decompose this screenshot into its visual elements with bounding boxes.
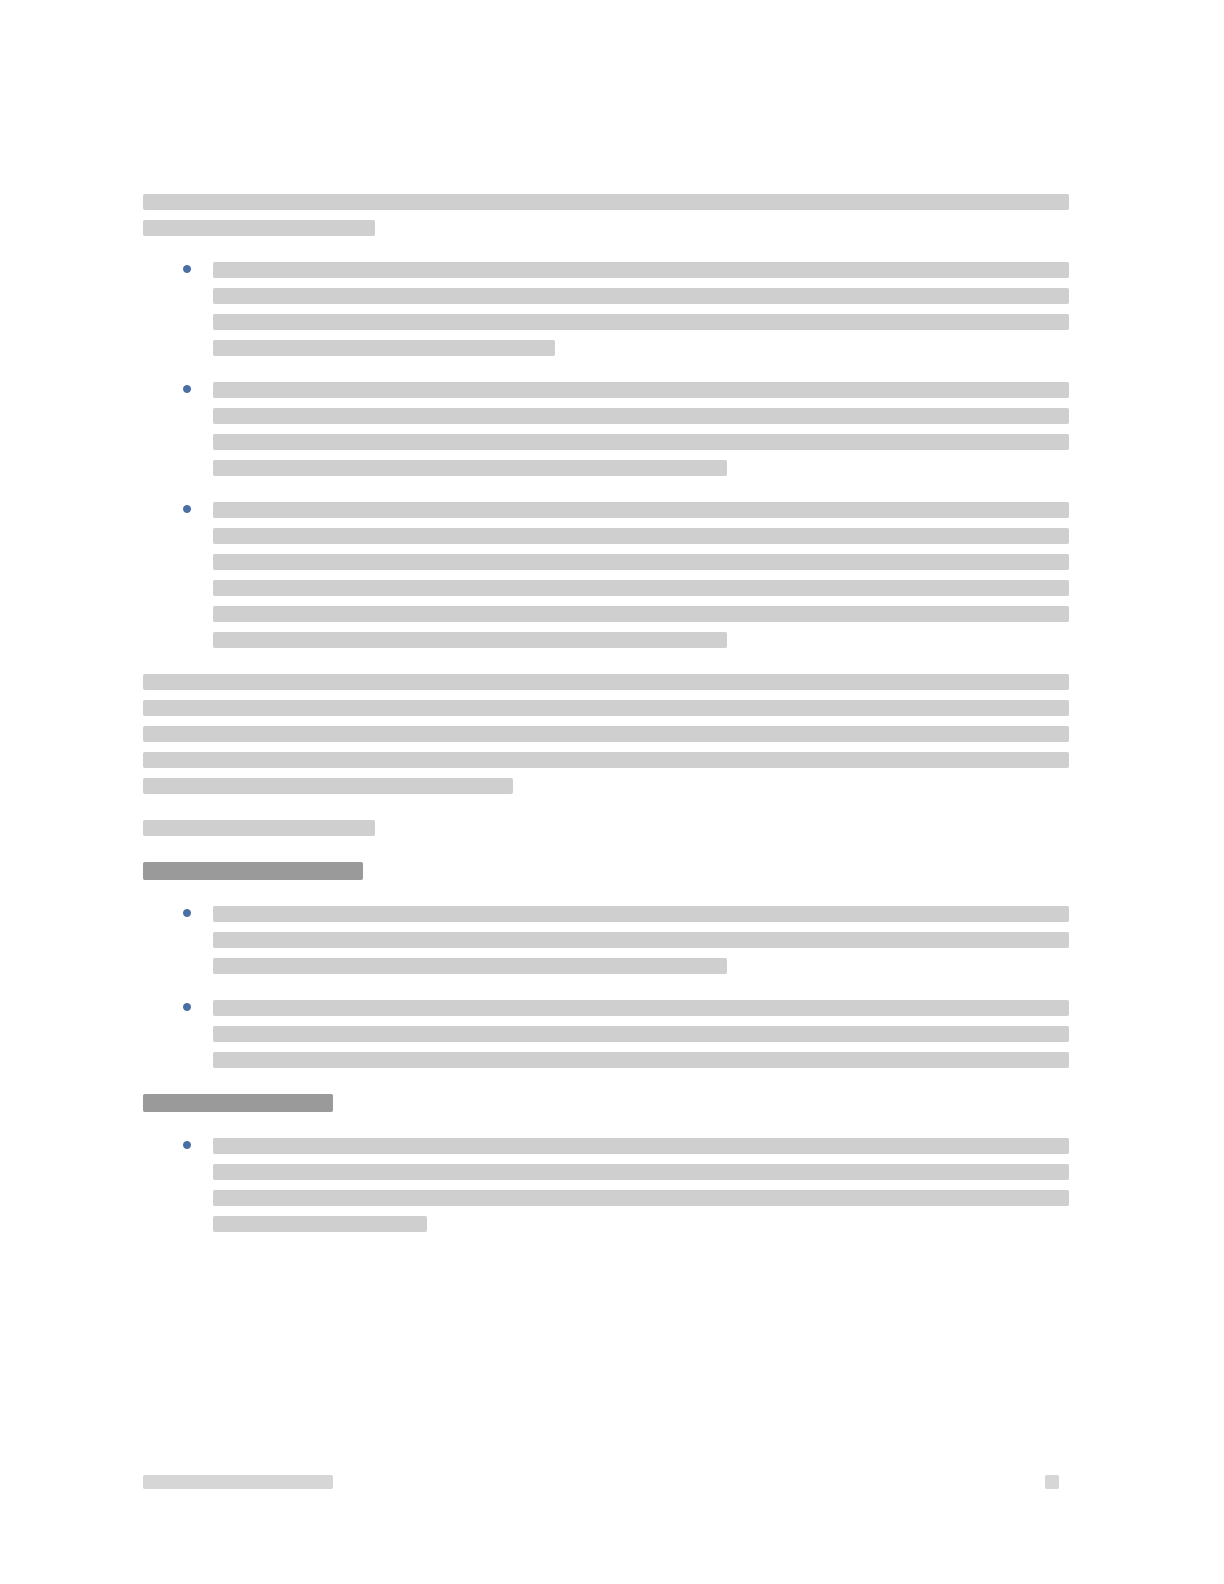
footer-text	[143, 1475, 333, 1489]
list-item	[183, 1000, 1069, 1068]
page-number	[1045, 1475, 1059, 1489]
document-body	[143, 140, 1069, 1258]
bullet-icon	[183, 385, 191, 393]
group-activities-list	[183, 1138, 1069, 1232]
section-heading	[143, 140, 1069, 180]
bullet-icon	[183, 265, 191, 273]
list-item	[183, 906, 1069, 974]
bullet-icon	[183, 909, 191, 917]
individual-activities-list	[183, 906, 1069, 1068]
intro-paragraph	[143, 194, 1069, 236]
bullet-icon	[183, 1003, 191, 1011]
list-item	[183, 382, 1069, 476]
list-item	[183, 262, 1069, 356]
bullet-icon	[183, 1141, 191, 1149]
activities-intro	[143, 820, 1069, 836]
group-activities-heading	[143, 1094, 333, 1112]
principles-list	[183, 262, 1069, 648]
bullet-icon	[183, 505, 191, 513]
modality-paragraph	[143, 674, 1069, 794]
individual-activities-heading	[143, 862, 363, 880]
list-item	[183, 502, 1069, 648]
list-item	[183, 1138, 1069, 1232]
